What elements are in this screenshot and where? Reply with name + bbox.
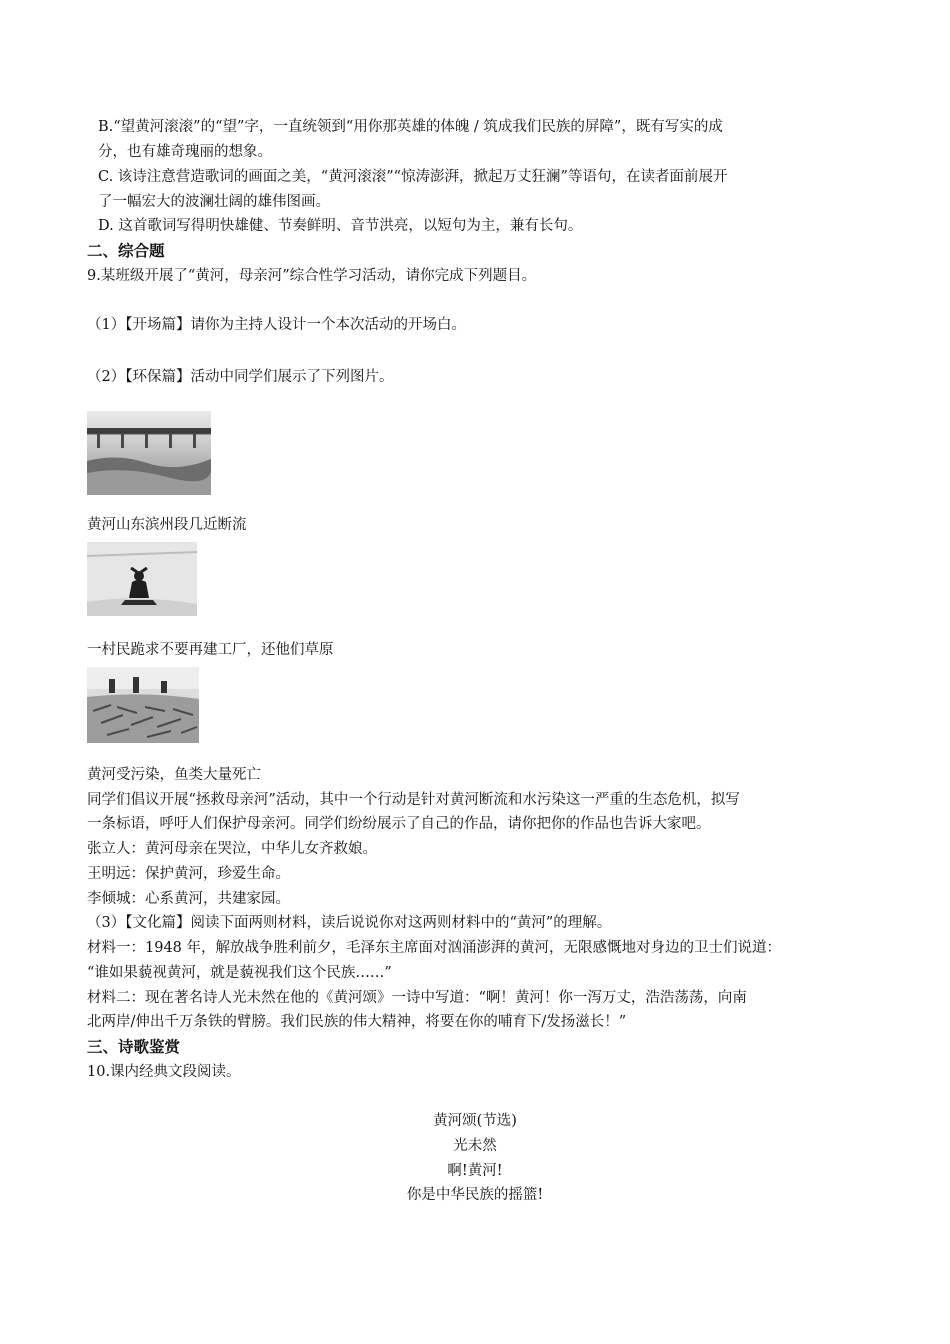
question-9-part-3: （3）【文化篇】阅读下面两则材料，读后说说你对这两则材料中的“黄河”的理解。 <box>87 915 612 931</box>
photo-kneeling-villager <box>87 542 197 616</box>
material-2-line1: 材料二：现在著名诗人光未然在他的《黄河颂》一诗中写道：“啊！黄河！你一泻万丈，浩浩荡荡，向南 <box>87 990 747 1006</box>
photo-river-bridge <box>87 411 211 495</box>
caption-photo-1: 黄河山东滨州段几近断流 <box>87 517 247 533</box>
q8-option-b-line2: 分，也有雄奇瑰丽的想象。 <box>98 144 272 160</box>
question-9: 9.某班级开展了“黄河，母亲河”综合性学习活动，请你完成下列题目。 <box>87 268 537 284</box>
paragraph-line-1: 同学们倡议开展“拯救母亲河”活动，其中一个行动是针对黄河断流和水污染这一严重的生态危机，拟写 <box>87 792 740 808</box>
poem-title: 黄河颂(节选) <box>433 1113 517 1129</box>
paragraph-line-2: 一条标语，呼吁人们保护母亲河。同学们纷纷展示了自己的作品，请你把你的作品也告诉大家吧。 <box>87 816 711 832</box>
q8-option-c-line2: 了一幅宏大的波澜壮阔的雄伟图画。 <box>98 194 330 210</box>
question-9-part-1: （1）【开场篇】请你为主持人设计一个本次活动的开场白。 <box>87 317 466 333</box>
slogan-3: 李倾城：心系黄河，共建家园。 <box>87 891 290 907</box>
question-10: 10.课内经典文段阅读。 <box>87 1064 241 1080</box>
material-1-line1: 材料一：1948 年，解放战争胜利前夕，毛泽东主席面对汹涌澎湃的黄河，无限感慨地对身边的卫士们说道： <box>87 940 782 956</box>
section-heading-2: 二、综合题 <box>87 242 165 260</box>
poem-author: 光未然 <box>453 1138 497 1154</box>
slogan-1: 张立人：黄河母亲在哭泣，中华儿女齐救娘。 <box>87 841 377 857</box>
caption-photo-3: 黄河受污染，鱼类大量死亡 <box>87 767 261 783</box>
material-1-line2: “谁如果藐视黄河，就是藐视我们这个民族……” <box>87 965 392 981</box>
photo-dead-fish <box>87 667 199 743</box>
section-heading-3: 三、诗歌鉴赏 <box>87 1038 181 1056</box>
caption-photo-2: 一村民跪求不要再建工厂，还他们草原 <box>87 642 334 658</box>
material-2-line2: 北两岸/伸出千万条铁的臂膀。我们民族的伟大精神，将要在你的哺育下/发扬滋长！” <box>87 1014 627 1030</box>
q8-option-c-line1: C. 该诗注意营造歌词的画面之美，“黄河滚滚”“惊涛澎湃，掀起万丈狂澜”等语句，在读者面前展开 <box>98 169 728 185</box>
q8-option-d: D. 这首歌词写得明快雄健、节奏鲜明、音节洪亮，以短句为主，兼有长句。 <box>98 218 583 234</box>
q8-option-b-line1: B.“望黄河滚滚”的“望”字，一直统领到“用你那英雄的体魄 / 筑成我们民族的屏障”，既有写实的成 <box>98 119 723 135</box>
slogan-2: 王明远：保护黄河，珍爱生命。 <box>87 866 290 882</box>
question-9-part-2: （2）【环保篇】活动中同学们展示了下列图片。 <box>87 369 394 385</box>
poem-line-1: 啊!黄河! <box>447 1163 503 1179</box>
poem-line-2: 你是中华民族的摇篮! <box>406 1187 544 1203</box>
